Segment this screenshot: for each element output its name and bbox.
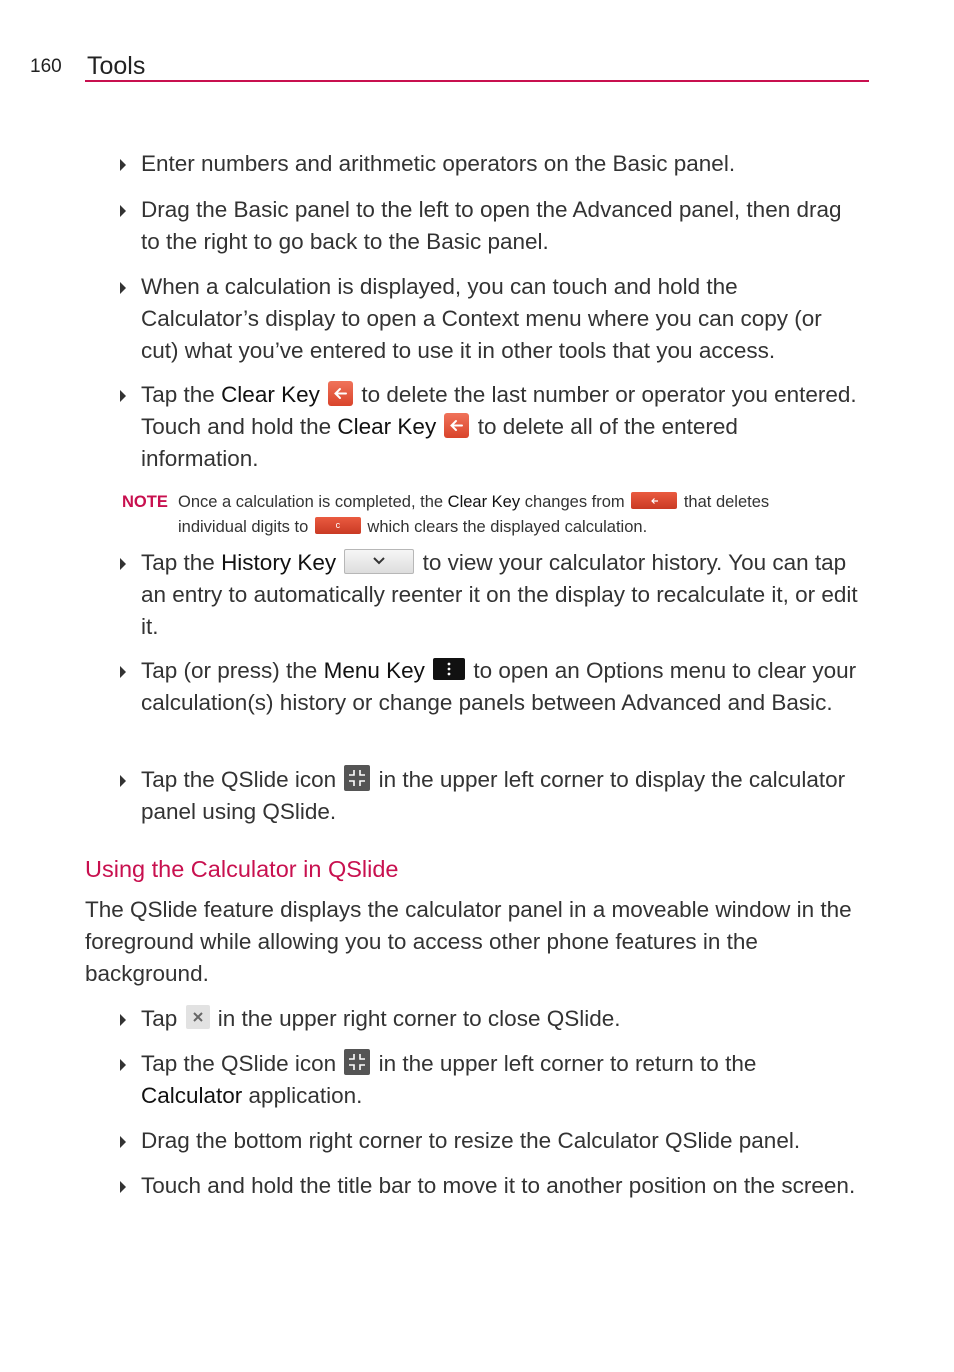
bullet-text: in the upper left corner to return to the <box>372 1051 757 1076</box>
list-item <box>120 547 860 643</box>
bullet-arrow-icon <box>120 666 126 678</box>
clear-key-label: Clear Key <box>447 493 521 511</box>
list-item <box>120 148 860 180</box>
menu-key-label: Menu Key <box>323 658 425 683</box>
note <box>122 490 842 540</box>
bullet-arrow-icon <box>120 282 126 294</box>
clear-key-icon <box>631 492 677 509</box>
list-item <box>120 271 860 367</box>
bullet-arrow-icon <box>120 205 126 217</box>
bullet-arrow-icon <box>120 558 126 570</box>
bullet-arrow-icon <box>120 390 126 402</box>
list-item <box>120 194 860 258</box>
bullet-text: Tap the <box>141 382 222 407</box>
bullet-text: to delete the last number or operator you entered. Touch and hold the <box>141 382 857 439</box>
qslide-icon <box>344 765 370 791</box>
bullet-text: in the upper right corner to close QSlide. <box>211 1006 621 1031</box>
list-item <box>120 1003 860 1035</box>
list-item <box>120 1048 860 1112</box>
bullet-text: Enter numbers and arithmetic operators on the Basic panel. <box>141 151 736 176</box>
calculator-app-label: Calculator <box>141 1083 243 1108</box>
qslide-paragraph: The QSlide feature displays the calculator panel in a moveable window in the foreground while allowing you to access other phone features in the background. <box>85 897 852 986</box>
history-key-label: History Key <box>221 550 337 575</box>
bullet-text: Touch and hold the title bar to move it to another position on the screen. <box>141 1173 856 1198</box>
clear-key-label: Clear Key <box>337 414 437 439</box>
page-number: 160 <box>30 56 62 77</box>
bullet-text: Drag the Basic panel to the left to open the Advanced panel, then drag to the right to go back to the Basic panel. <box>141 197 842 254</box>
list-item <box>120 764 860 828</box>
close-icon <box>186 1005 210 1029</box>
clear-all-key-icon: c <box>315 517 361 534</box>
list-item <box>120 655 860 719</box>
bullet-text: Tap the QSlide icon <box>141 1051 343 1076</box>
subheading: Using the Calculator in QSlide <box>85 856 399 882</box>
bullet-text: Tap the QSlide icon <box>141 767 343 792</box>
history-key-icon <box>344 549 414 574</box>
menu-key-icon <box>433 658 465 680</box>
bullet-text: Tap (or press) the <box>141 658 324 683</box>
bullet-arrow-icon <box>120 1136 126 1148</box>
bullet-arrow-icon <box>120 1014 126 1026</box>
qslide-icon <box>344 1049 370 1075</box>
bullet-text: in the upper left corner to display the calculator panel using QSlide. <box>141 767 846 824</box>
bullet-text: application. <box>242 1083 363 1108</box>
bullet-text: Tap the <box>141 550 222 575</box>
bullet-text: When a calculation is displayed, you can touch and hold the Calculator’s display to open a Context menu where you can copy (or cut) what you’ve entered to use it in other tools that you access. <box>141 274 822 363</box>
bullet-text: to view your calculator history. You can tap an entry to automatically reenter it on the display to recalculate it, or edit it. <box>141 550 858 639</box>
bullet-arrow-icon <box>120 1181 126 1193</box>
bullet-text: Tap <box>141 1006 184 1031</box>
bullet-arrow-icon <box>120 1059 126 1071</box>
header-rule <box>85 80 869 82</box>
bullet-text: to open an Options menu to clear your calculation(s) history or change panels between Advanced and Basic. <box>141 658 857 715</box>
clear-key-icon <box>444 413 469 438</box>
list-item <box>120 1125 860 1157</box>
section-title: Tools <box>87 52 146 80</box>
note-label: NOTE <box>122 493 168 511</box>
list-item <box>120 1170 860 1202</box>
list-item <box>120 379 860 475</box>
clear-key-icon <box>328 381 353 406</box>
note-text: Once a calculation is completed, the Clear Key changes from that deletes individual digits to c which clears the displayed calculation. <box>178 493 770 536</box>
bullet-arrow-icon <box>120 775 126 787</box>
bullet-arrow-icon <box>120 159 126 171</box>
bullet-text: Drag the bottom right corner to resize the Calculator QSlide panel. <box>141 1128 801 1153</box>
bullet-text: to delete all of the entered information. <box>141 414 738 471</box>
clear-key-label: Clear Key <box>221 382 320 407</box>
